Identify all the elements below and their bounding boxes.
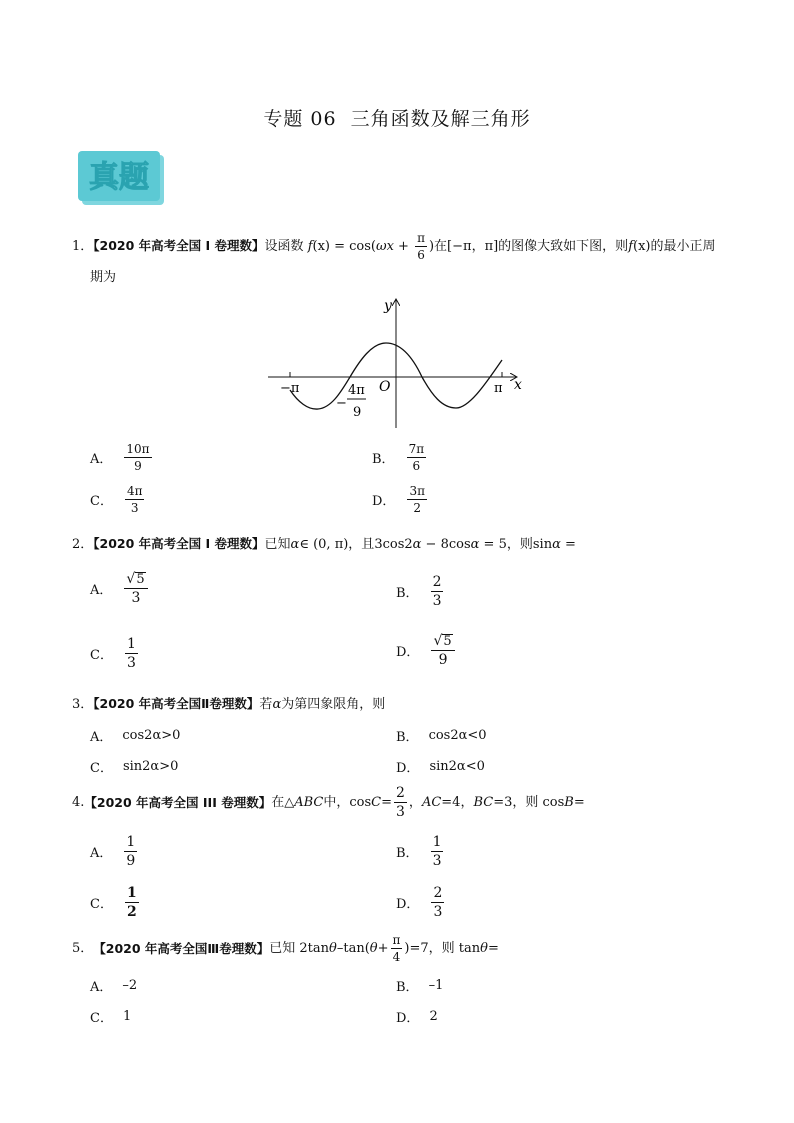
zhenti-badge: [78, 150, 168, 208]
q3-option-c[interactable]: C． sin2α>0: [90, 759, 179, 776]
q1-option-d[interactable]: D． $\frac{3\pi}{2}$: [372, 484, 425, 515]
question-3: 3．【2020 年高考全国Ⅱ卷理数】若α为第四象限角，则: [72, 696, 386, 712]
q4-option-d[interactable]: D． $\frac{2}{3}$: [396, 885, 443, 920]
q5-option-c[interactable]: C． 1: [90, 1009, 132, 1026]
q5-frac: $\frac{\pi}{4}$: [392, 933, 401, 964]
title-main: 三角函数及解三角形: [350, 108, 531, 130]
q3-option-b[interactable]: B． cos2α<0: [396, 728, 487, 745]
neg-pi-label: −π: [280, 381, 300, 396]
x-label: x: [514, 377, 522, 393]
q1-option-a[interactable]: A． $\frac{10\pi}{9}$: [90, 442, 150, 473]
q1-frac-pi-6: $\frac{\pi}{6}$: [417, 231, 425, 262]
q3-source: 【2020 年高考全国Ⅱ卷理数】: [93, 696, 260, 711]
q2-option-d[interactable]: D． √ 5 9: [396, 634, 457, 667]
q4-option-b[interactable]: B． $\frac{1}{3}$: [396, 834, 442, 869]
q2-option-a[interactable]: A． √ 5 3: [90, 572, 150, 605]
q4-option-c[interactable]: C． $\frac{1}{2}$: [90, 885, 137, 920]
y-label: y: [384, 298, 392, 314]
q5-option-b[interactable]: B． –1: [396, 978, 444, 995]
origin-label: O: [379, 379, 391, 395]
q2-source: 【2020 年高考全国 I 卷理数】: [93, 536, 265, 551]
question-4: 4. 【2020 年高考全国 III 卷理数】 在△ ABC 中，cos C = $\frac{2}{3}$ ， AC =4， BC =3，则 cos B =: [72, 785, 585, 820]
q4-option-a[interactable]: A． $\frac{1}{9}$: [90, 834, 136, 869]
q1-source: 【2020 年高考全国 I 卷理数】: [93, 238, 265, 253]
badge-text: 真题: [89, 160, 149, 195]
q5-option-a[interactable]: A． –2: [90, 978, 138, 995]
q1-option-c[interactable]: C． $\frac{4\pi}{3}$: [90, 484, 143, 515]
page-title: [0, 104, 794, 131]
q2-option-c[interactable]: C． $\frac{1}{3}$: [90, 636, 136, 671]
q4-source: 【2020 年高考全国 III 卷理数】: [84, 794, 272, 810]
frac-num-label: 4π: [348, 383, 365, 398]
question-1: 1．【2020 年高考全国 I 卷理数】设函数 f(x) = cos(ωx + $\frac{\pi}{6}$ )在[−π，π]的图像大致如下图，则f(x)的最小正周: [72, 231, 716, 262]
q5-option-d[interactable]: D． 2: [396, 1009, 438, 1026]
question-2: 2．【2020 年高考全国 I 卷理数】已知α∈ (0, π)，且3cos2α − 8cosα = 5，则sinα =: [72, 536, 576, 552]
q4-frac: $\frac{2}{3}$: [396, 785, 405, 820]
pi-label: π: [494, 381, 503, 396]
question-5: 5． 【2020 年高考全国Ⅲ卷理数】 已知 2tan θ –tan( θ + $\frac{\pi}{4}$ )=7，则 tan θ =: [72, 933, 499, 964]
frac-den-label: 9: [353, 405, 362, 420]
q5-source: 【2020 年高考全国Ⅲ卷理数】: [93, 940, 270, 956]
q1-line2: 期为: [90, 270, 117, 285]
title-prefix: 专题 06: [263, 108, 337, 130]
neg-sign: −: [336, 396, 347, 411]
q1-graph: [262, 290, 532, 430]
q3-option-d[interactable]: D． sin2α<0: [396, 759, 485, 776]
q1-option-b[interactable]: B． $\frac{7\pi}{6}$: [372, 442, 425, 473]
q2-option-b[interactable]: B． $\frac{2}{3}$: [396, 574, 442, 609]
q3-option-a[interactable]: A． cos2α>0: [90, 728, 181, 745]
